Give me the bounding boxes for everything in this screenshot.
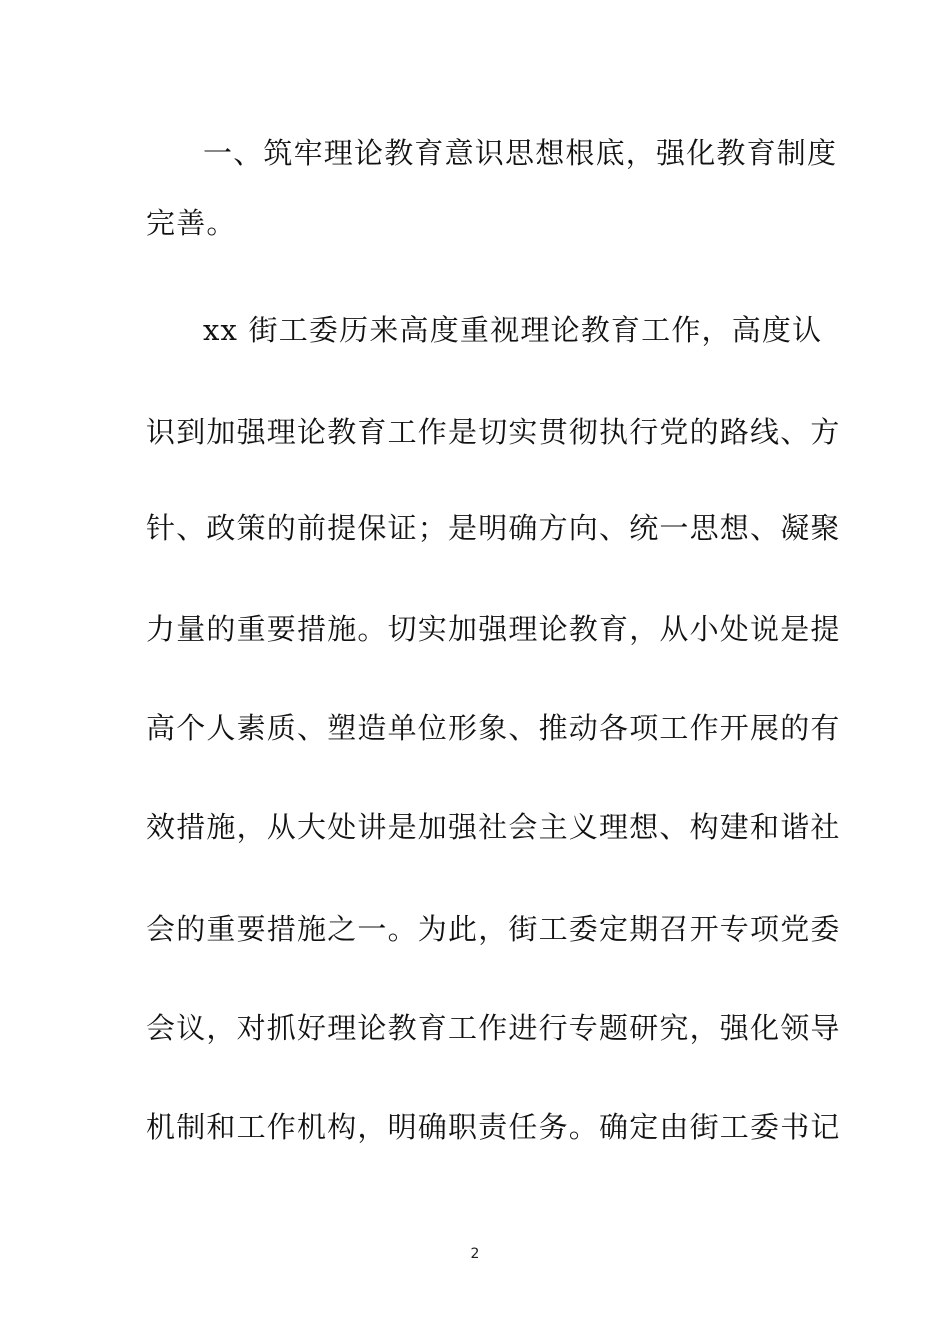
paragraph-line-8: 会议，对抓好理论教育工作进行专题研究，强化领导 [146, 1011, 841, 1045]
paragraph-line-6: 效措施，从大处讲是加强社会主义理想、构建和谐社 [146, 810, 841, 844]
page-number: 2 [470, 1246, 480, 1262]
paragraph-line-2: 识到加强理论教育工作是切实贯彻执行党的路线、方 [146, 415, 841, 449]
paragraph-line-1: xx 街工委历来高度重视理论教育工作，高度认 [203, 313, 823, 347]
heading-line-2: 完善。 [146, 206, 237, 240]
paragraph-line-3: 针、政策的前提保证；是明确方向、统一思想、凝聚 [146, 511, 841, 545]
paragraph-line-4: 力量的重要措施。切实加强理论教育，从小处说是提 [146, 612, 841, 646]
paragraph-line-7: 会的重要措施之一。为此，街工委定期召开专项党委 [146, 912, 841, 946]
heading-line-1: 一、筑牢理论教育意识思想根底，强化教育制度 [203, 136, 838, 170]
paragraph-line-5: 高个人素质、塑造单位形象、推动各项工作开展的有 [146, 711, 841, 745]
paragraph-line-9: 机制和工作机构，明确职责任务。确定由街工委书记 [146, 1110, 841, 1144]
